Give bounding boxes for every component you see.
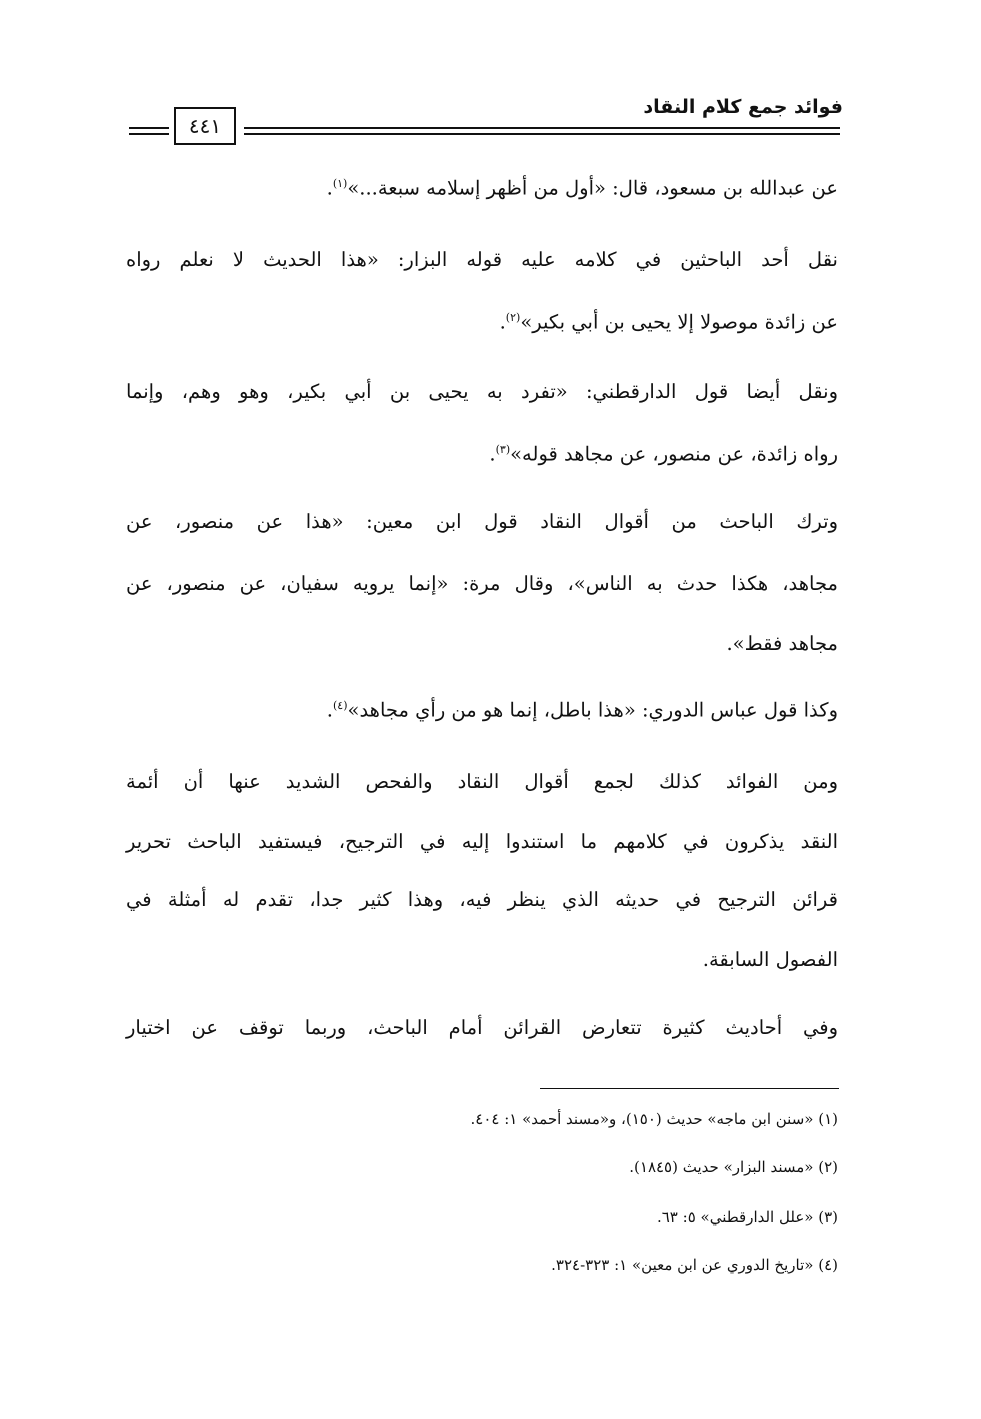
footnote-1: (١) «سنن ابن ماجه» حديث (١٥٠)، و«مسند أحمد» ١: ٤٠٤. [470, 1110, 838, 1128]
footnote-ref-4: (٤) [333, 699, 348, 712]
footnote-2: (٢) «مسند البزار» حديث (١٨٤٥). [629, 1158, 838, 1176]
body-line-6: وترك الباحث من أقوال النقاد قول ابن معين: «هذا عن منصور، عن [126, 510, 838, 533]
body-line-1: عن عبدالله بن مسعود، قال: «أول من أظهر إسلامه سبعة...»$^{(١)}$. [326, 176, 838, 200]
body-line-9: وكذا قول عباس الدوري: «هذا باطل، إنما هو من رأي مجاهد»$^{(٤)}$. [326, 698, 838, 722]
running-header-title: فوائد جمع كلام النقاد [643, 96, 843, 118]
header-rule-bottom [244, 133, 840, 135]
footnote-3: (٣) «علل الدارقطني» ٥: ٦٣. [656, 1208, 838, 1226]
body-line-4: ونقل أيضا قول الدارقطني: «تفرد به يحيى بن أبي بكير، وهو وهم، وإنما [126, 380, 838, 403]
body-line-14: وفي أحاديث كثيرة تتعارض القرائن أمام الباحث، وربما توقف عن اختيار [126, 1016, 838, 1039]
body-line-8: مجاهد فقط». [726, 632, 838, 655]
body-line-7: مجاهد، هكذا حدث به الناس»، وقال مرة: «إنما يرويه سفيان، عن منصور، عن [126, 572, 838, 595]
footnote-ref-3: (٣) [495, 443, 511, 456]
page-number: ٤٤١ [174, 107, 236, 145]
body-line-3: عن زائدة موصولا إلا يحيى بن أبي بكير»$^{(٢)}$. [499, 310, 838, 334]
footnote-ref-1: (١) [332, 177, 348, 190]
footnote-4: (٤) «تاريخ الدوري عن ابن معين» ١: ٣٢٣-٣٢٤. [551, 1256, 838, 1274]
body-line-2: نقل أحد الباحثين في كلامه عليه قوله البزار: «هذا الحديث لا نعلم رواه [126, 248, 838, 271]
header-rule-left-bottom [129, 133, 169, 135]
footnote-ref-2: (٢) [505, 311, 521, 324]
body-line-13: الفصول السابقة. [702, 948, 838, 971]
body-line-11: النقد يذكرون في كلامهم ما استندوا إليه في الترجيح، فيستفيد الباحث تحرير [126, 830, 838, 853]
body-line-5: رواه زائدة، عن منصور، عن مجاهد قوله»$^{(٣)}$. [489, 442, 838, 466]
body-line-10: ومن الفوائد كذلك لجمع أقوال النقاد والفحص الشديد عنها أن أئمة [126, 770, 838, 793]
footnote-separator [540, 1088, 839, 1089]
header-rule-top [244, 127, 840, 129]
header-rule-left-top [129, 127, 169, 129]
body-line-12: قرائن الترجيح في حديثه الذي ينظر فيه، وهذا كثير جدا، تقدم له أمثلة في [126, 888, 838, 911]
